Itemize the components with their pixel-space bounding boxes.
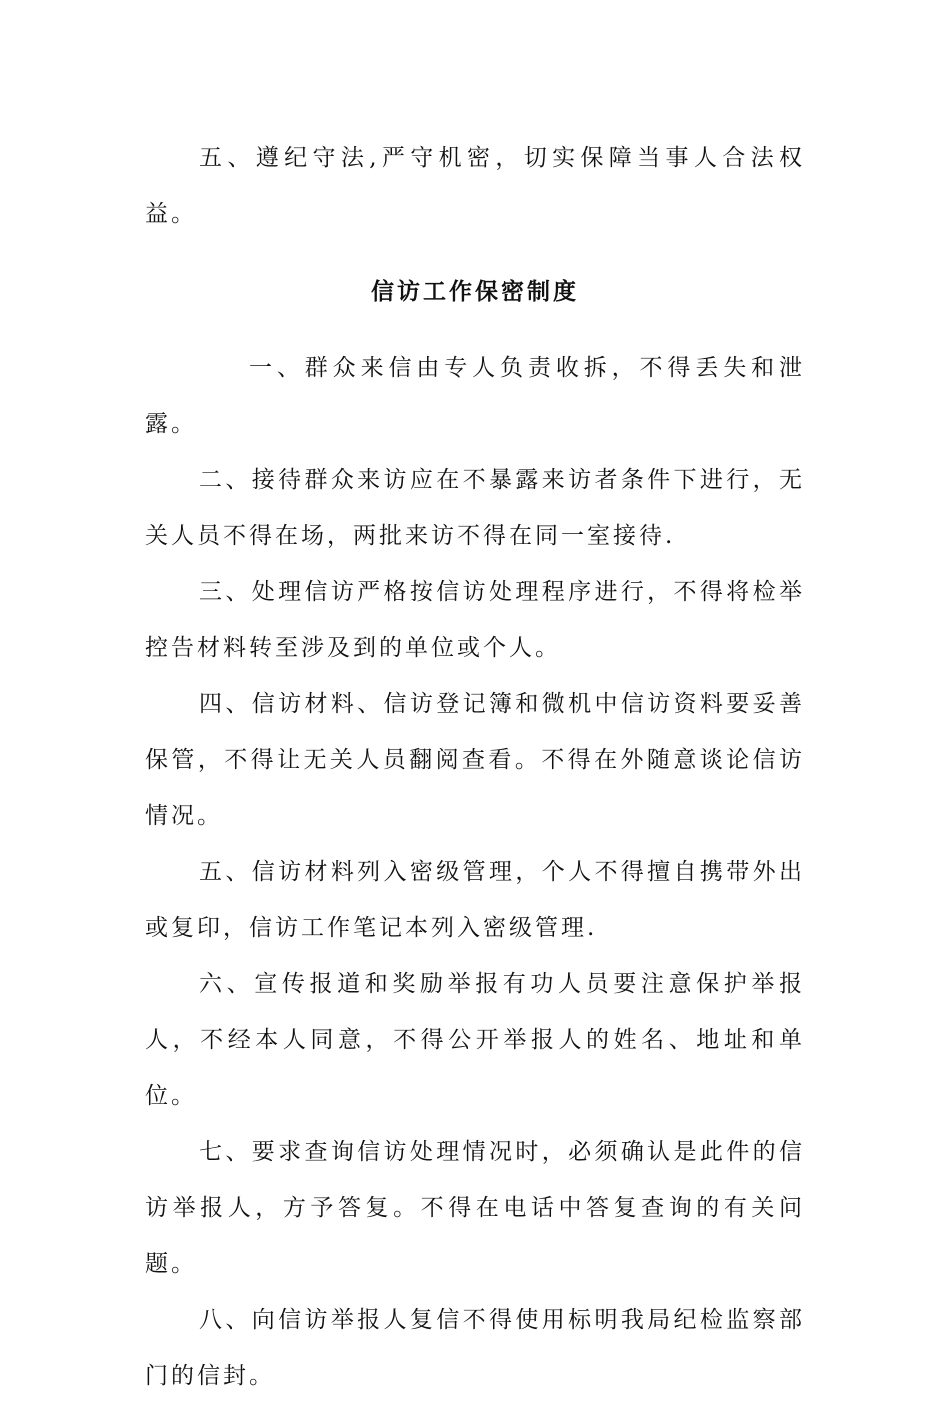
document-page [145,130,805,1404]
item-2: 二、接待群众来访应在不暴露来访者条件下进行，无关人员不得在场，两批来访不得在同一室接待. [145,467,805,549]
item-8: 八、向信访举报人复信不得使用标明我局纪检监察部门的信封。 [145,1307,805,1389]
lead-item: 五、遵纪守法,严守机密，切实保障当事人合法权益。 [145,145,805,227]
item-3: 三、处理信访严格按信访处理程序进行，不得将检举控告材料转至涉及到的单位或个人。 [145,579,805,661]
item-4: 四、信访材料、信访登记簿和微机中信访资料要妥善保管，不得让无关人员翻阅查看。不得在外随意谈论信访情况。 [145,691,805,829]
document-title: 信访工作保密制度 [371,278,579,305]
item-7: 七、要求查询信访处理情况时，必须确认是此件的信访举报人，方予答复。不得在电话中答复查询的有关问题。 [145,1139,805,1277]
item-5: 五、信访材料列入密级管理，个人不得擅自携带外出或复印，信访工作笔记本列入密级管理. [145,859,805,941]
item-6: 六、宣传报道和奖励举报有功人员要注意保护举报人，不经本人同意，不得公开举报人的姓名、地址和单位。 [145,971,805,1109]
item-1: 一、群众来信由专人负责收拆，不得丢失和泄露。 [145,355,805,437]
